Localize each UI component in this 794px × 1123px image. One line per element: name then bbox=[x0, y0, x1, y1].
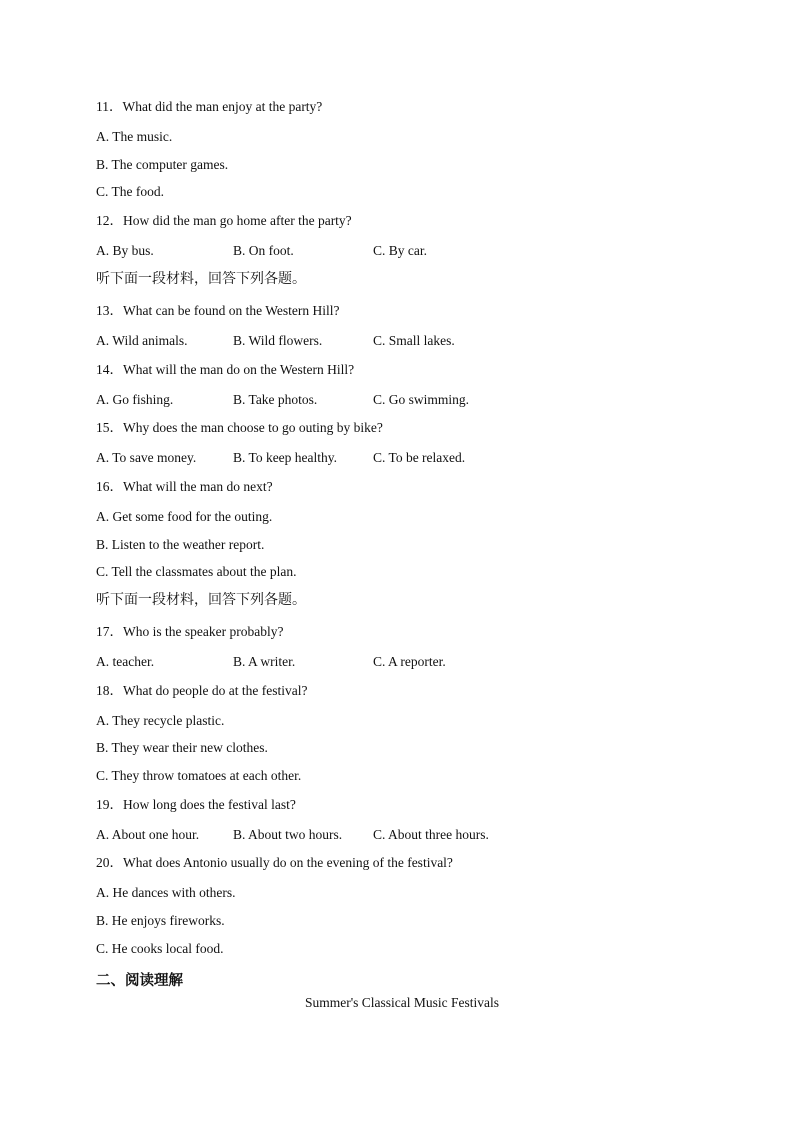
option-14-b: B. Take photos. bbox=[233, 392, 318, 407]
option-16-a: A. Get some food for the outing. bbox=[96, 509, 273, 524]
passage-title: Summer's Classical Music Festivals bbox=[304, 995, 500, 1010]
instruction-1: 听下面一段材料，回答下列各题。 bbox=[96, 271, 306, 287]
question-14: 14．What will the man do on the Western Hill? bbox=[96, 362, 355, 377]
option-11-a: A. The music. bbox=[96, 129, 173, 144]
option-11-b: B. The computer games. bbox=[96, 157, 229, 172]
option-19-a: A. About one hour. bbox=[96, 827, 200, 842]
option-13-a: A. Wild animals. bbox=[96, 333, 188, 348]
option-17-a: A. teacher. bbox=[96, 654, 155, 669]
option-16-b: B. Listen to the weather report. bbox=[96, 537, 265, 552]
option-15-a: A. To save money. bbox=[96, 450, 197, 465]
instruction-2: 听下面一段材料，回答下列各题。 bbox=[96, 592, 306, 608]
option-16-c: C. Tell the classmates about the plan. bbox=[96, 564, 297, 579]
question-17: 17．Who is the speaker probably? bbox=[96, 624, 284, 639]
question-12: 12．How did the man go home after the party? bbox=[96, 213, 352, 228]
question-11: 11．What did the man enjoy at the party? bbox=[96, 99, 323, 114]
section-heading: 二、阅读理解 bbox=[96, 973, 183, 989]
option-12-c: C. By car. bbox=[373, 243, 427, 258]
option-17-b: B. A writer. bbox=[233, 654, 296, 669]
option-19-c: C. About three hours. bbox=[373, 827, 489, 842]
option-18-a: A. They recycle plastic. bbox=[96, 713, 225, 728]
question-19: 19．How long does the festival last? bbox=[96, 797, 296, 812]
option-15-c: C. To be relaxed. bbox=[373, 450, 466, 465]
option-11-c: C. The food. bbox=[96, 184, 164, 199]
option-14-a: A. Go fishing. bbox=[96, 392, 174, 407]
question-18: 18．What do people do at the festival? bbox=[96, 683, 308, 698]
option-13-c: C. Small lakes. bbox=[373, 333, 455, 348]
option-18-b: B. They wear their new clothes. bbox=[96, 740, 268, 755]
option-12-a: A. By bus. bbox=[96, 243, 154, 258]
question-20: 20．What does Antonio usually do on the evening of the festival? bbox=[96, 855, 453, 870]
question-13: 13．What can be found on the Western Hill? bbox=[96, 303, 340, 318]
option-20-a: A. He dances with others. bbox=[96, 885, 236, 900]
option-12-b: B. On foot. bbox=[233, 243, 294, 258]
option-19-b: B. About two hours. bbox=[233, 827, 343, 842]
question-15: 15．Why does the man choose to go outing by bike? bbox=[96, 420, 383, 435]
option-18-c: C. They throw tomatoes at each other. bbox=[96, 768, 302, 783]
option-17-c: C. A reporter. bbox=[373, 654, 446, 669]
option-15-b: B. To keep healthy. bbox=[233, 450, 338, 465]
option-13-b: B. Wild flowers. bbox=[233, 333, 323, 348]
option-20-c: C. He cooks local food. bbox=[96, 941, 224, 956]
option-14-c: C. Go swimming. bbox=[373, 392, 470, 407]
question-16: 16．What will the man do next? bbox=[96, 479, 273, 494]
option-20-b: B. He enjoys fireworks. bbox=[96, 913, 225, 928]
